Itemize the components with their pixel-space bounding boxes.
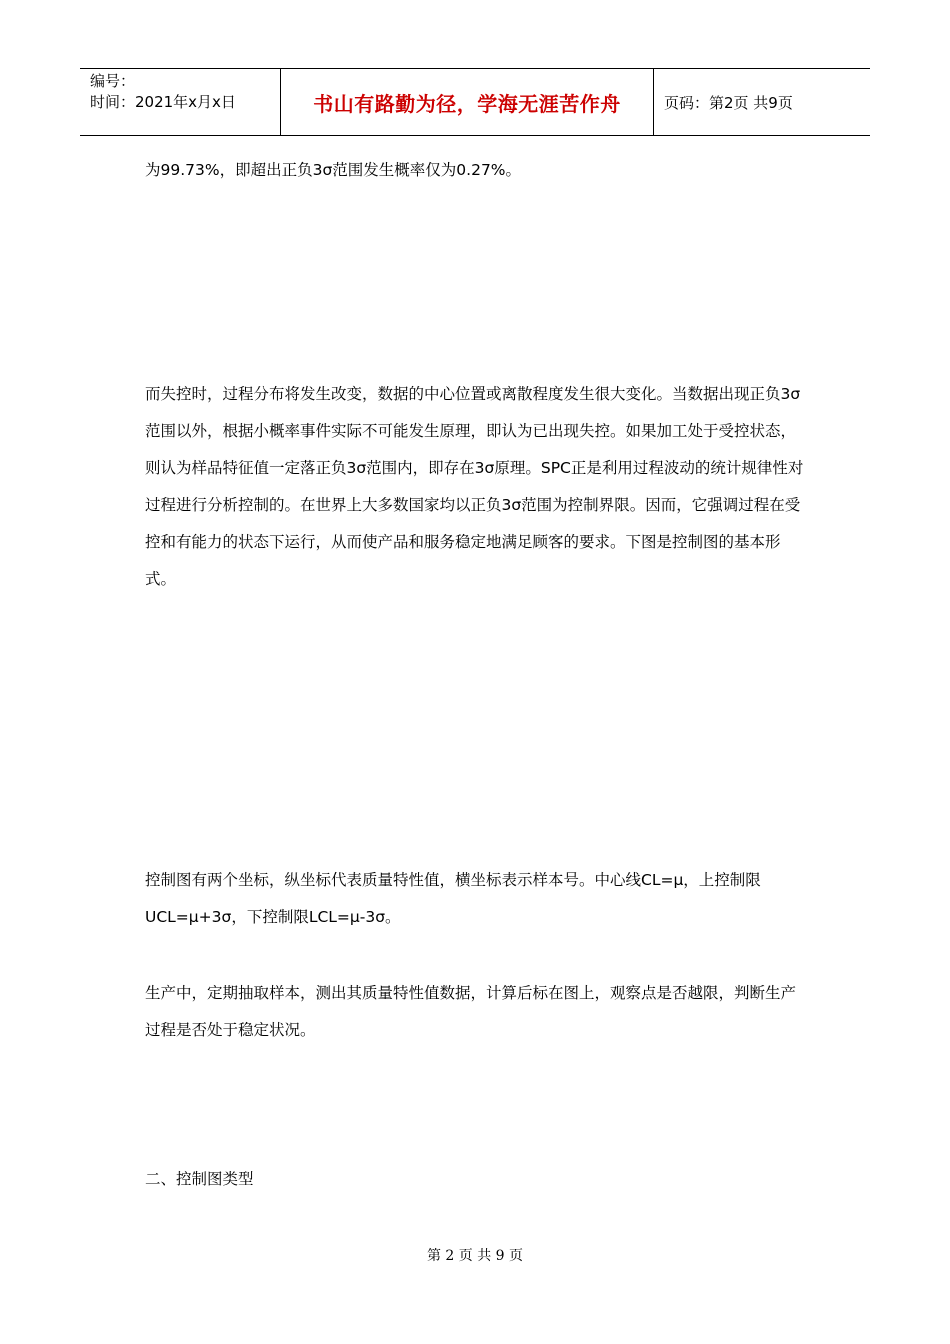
paragraph-control-chart-axes: 控制图有两个坐标，纵坐标代表质量特性值，横坐标表示样本号。中心线CL=μ，上控制限UCL=μ+3σ，下控制限LCL=μ-3σ。 <box>145 871 761 926</box>
header-page-info: 页码：第2页 共9页 <box>664 93 793 112</box>
header-meta <box>80 69 281 135</box>
document-number-label: 编号： <box>90 72 136 90</box>
section-heading: 二、控制图类型 <box>145 1170 254 1188</box>
page-header <box>80 68 870 136</box>
document-time: 时间：2021年x月x日 <box>90 93 236 111</box>
paragraph-sampling: 生产中，定期抽取样本，测出其质量特性值数据，计算后标在图上，观察点是否越限，判断生产过程是否处于稳定状况。 <box>145 984 797 1039</box>
paragraph-out-of-control: 而失控时，过程分布将发生改变，数据的中心位置或离散程度发生很大变化。当数据出现正负3σ范围以外，根据小概率事件实际不可能发生原理，即认为已出现失控。如果加工处于受控状态，则认为样品特征值一定落正负3σ范围内，即存在3σ原理。SPC正是利用过程波动的统计规律性对过程进行分析控制的。在世界上大多数国家均以正负3σ范围为控制界限。因而，它强调过程在受控和有能力的状态下运行，从而使产品和服务稳定地满足顾客的要求。下图是控制图的基本形式。 <box>145 385 804 588</box>
header-motto: 书山有路勤为径，学海无涯苦作舟 <box>281 69 654 135</box>
page-footer: 第 2 页 共 9 页 <box>426 1248 524 1264</box>
paragraph-probability: 为99.73%，即超出正负3σ范围发生概率仅为0.27%。 <box>145 161 522 179</box>
